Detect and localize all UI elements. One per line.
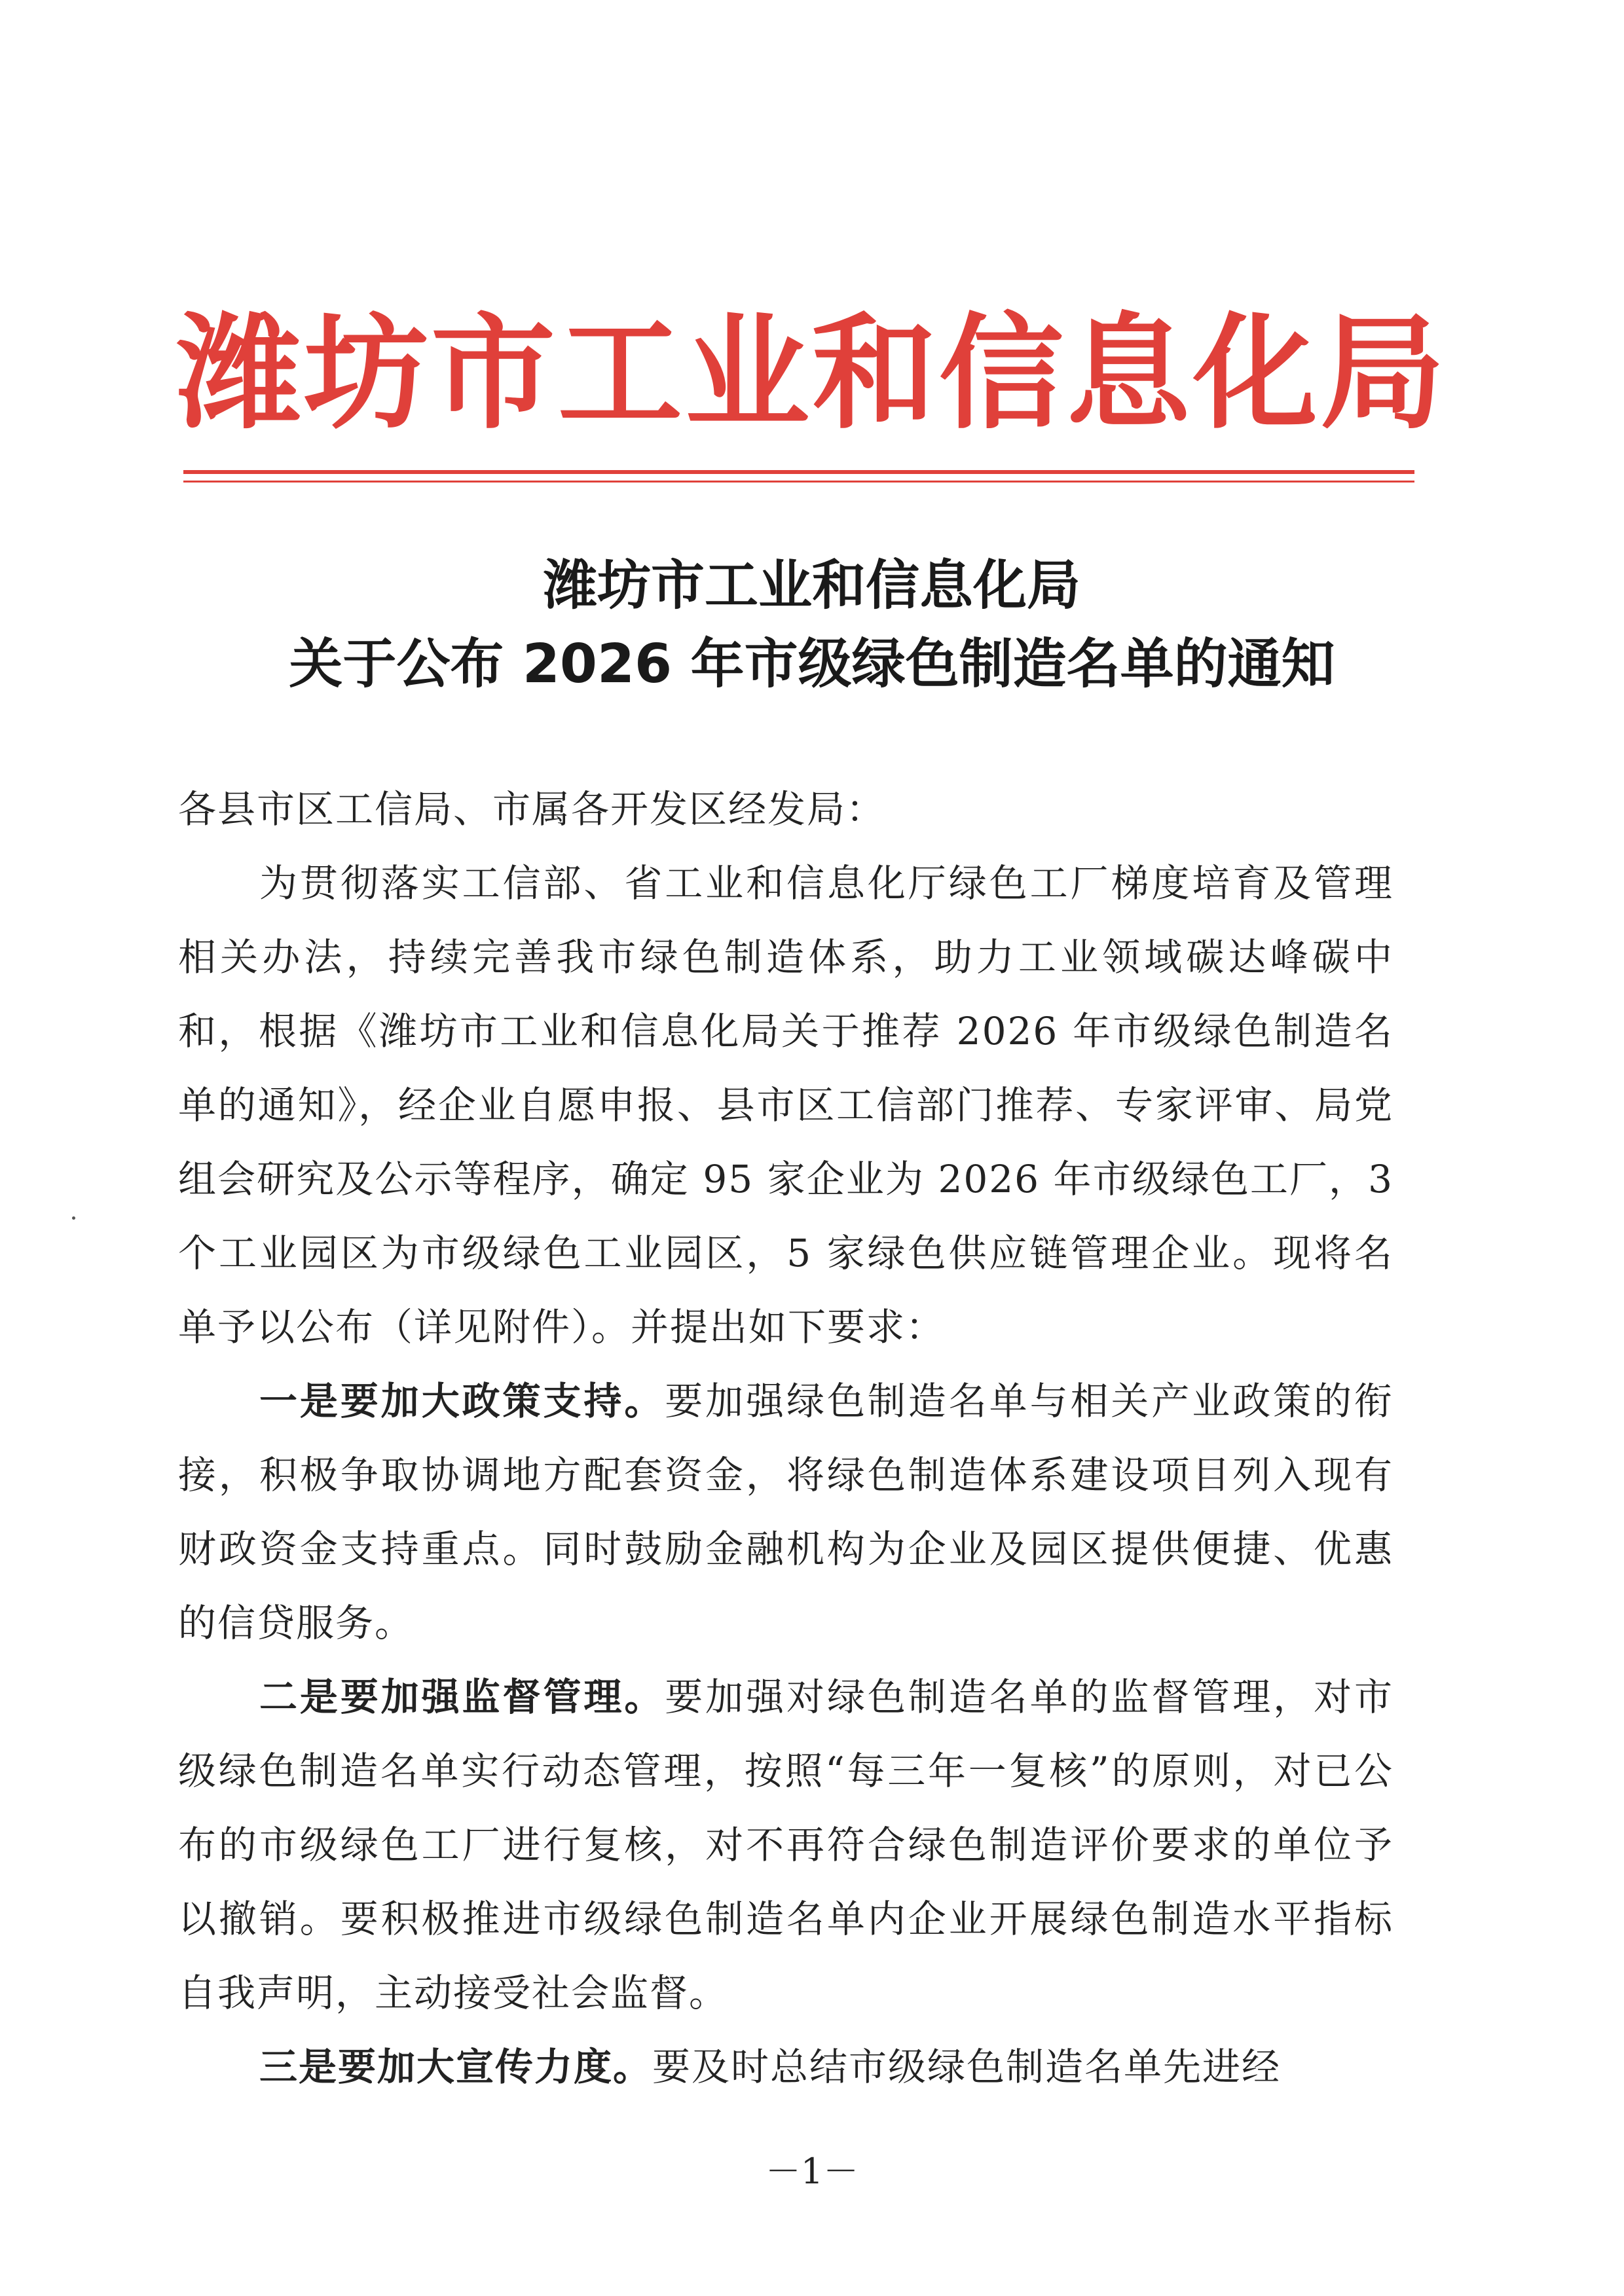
document-body xyxy=(178,773,1393,2104)
requirement-paragraph-1 xyxy=(178,1364,1393,1660)
requirement-2-lead: 二是要加强监督管理。 xyxy=(259,1675,665,1719)
document-title-line-2: 关于公布 2026 年市级绿色制造名单的通知 xyxy=(289,633,1335,695)
letterhead-red-rule-thin xyxy=(183,481,1414,483)
intro-paragraph: 为贯彻落实工信部、省工业和信息化厅绿色工厂梯度培育及管理相关办法，持续完善我市绿色制造体系，助力工业领域碳达峰碳中和，根据《潍坊市工业和信息化局关于推荐 2026 年市级绿色制造名单的通知》，经企业自愿申报、县市区工信部门推荐、专家评审、局党组会研究及公示等程序，确定 95 家企业为 2026 年市级绿色工厂，3 个工业园区为市级绿色工业园区，5 家绿色供应链管理企业。现将名单予以公布（详见附件）。并提出如下要求： xyxy=(178,861,1393,1349)
requirement-3-lead: 三是要加大宣传力度。 xyxy=(259,2045,653,2089)
scan-speck xyxy=(72,1216,75,1220)
requirement-2-text: 要加强对绿色制造名单的监督管理，对市级绿色制造名单实行动态管理，按照“每三年一复核”的原则，对已公布的市级绿色工厂进行复核，对不再符合绿色制造评价要求的单位予以撤销。要积极推进市级绿色制造名单内企业开展绿色制造水平指标自我声明，主动接受社会监督。 xyxy=(178,1675,1393,2015)
requirement-paragraph-2 xyxy=(178,1660,1393,2030)
salutation: 各县市区工信局、市属各开发区经发局： xyxy=(178,787,886,831)
requirement-1-text: 要加强绿色制造名单与相关产业政策的衔接，积极争取协调地方配套资金，将绿色制造体系建设项目列入现有财政资金支持重点。同时鼓励金融机构为企业及园区提供便捷、优惠的信贷服务。 xyxy=(178,1379,1393,1645)
requirement-1-lead: 一是要加大政策支持。 xyxy=(259,1379,665,1423)
page-number: －1－ xyxy=(765,2151,859,2192)
requirement-paragraph-3 xyxy=(178,2030,1393,2104)
requirement-3-text: 要及时总结市级绿色制造名单先进经 xyxy=(652,2045,1282,2089)
letterhead-red-rule xyxy=(183,470,1414,474)
document-title-line-1: 潍坊市工业和信息化局 xyxy=(543,555,1080,617)
letterhead-org-name: 潍坊市工业和信息化局 xyxy=(176,300,1447,446)
